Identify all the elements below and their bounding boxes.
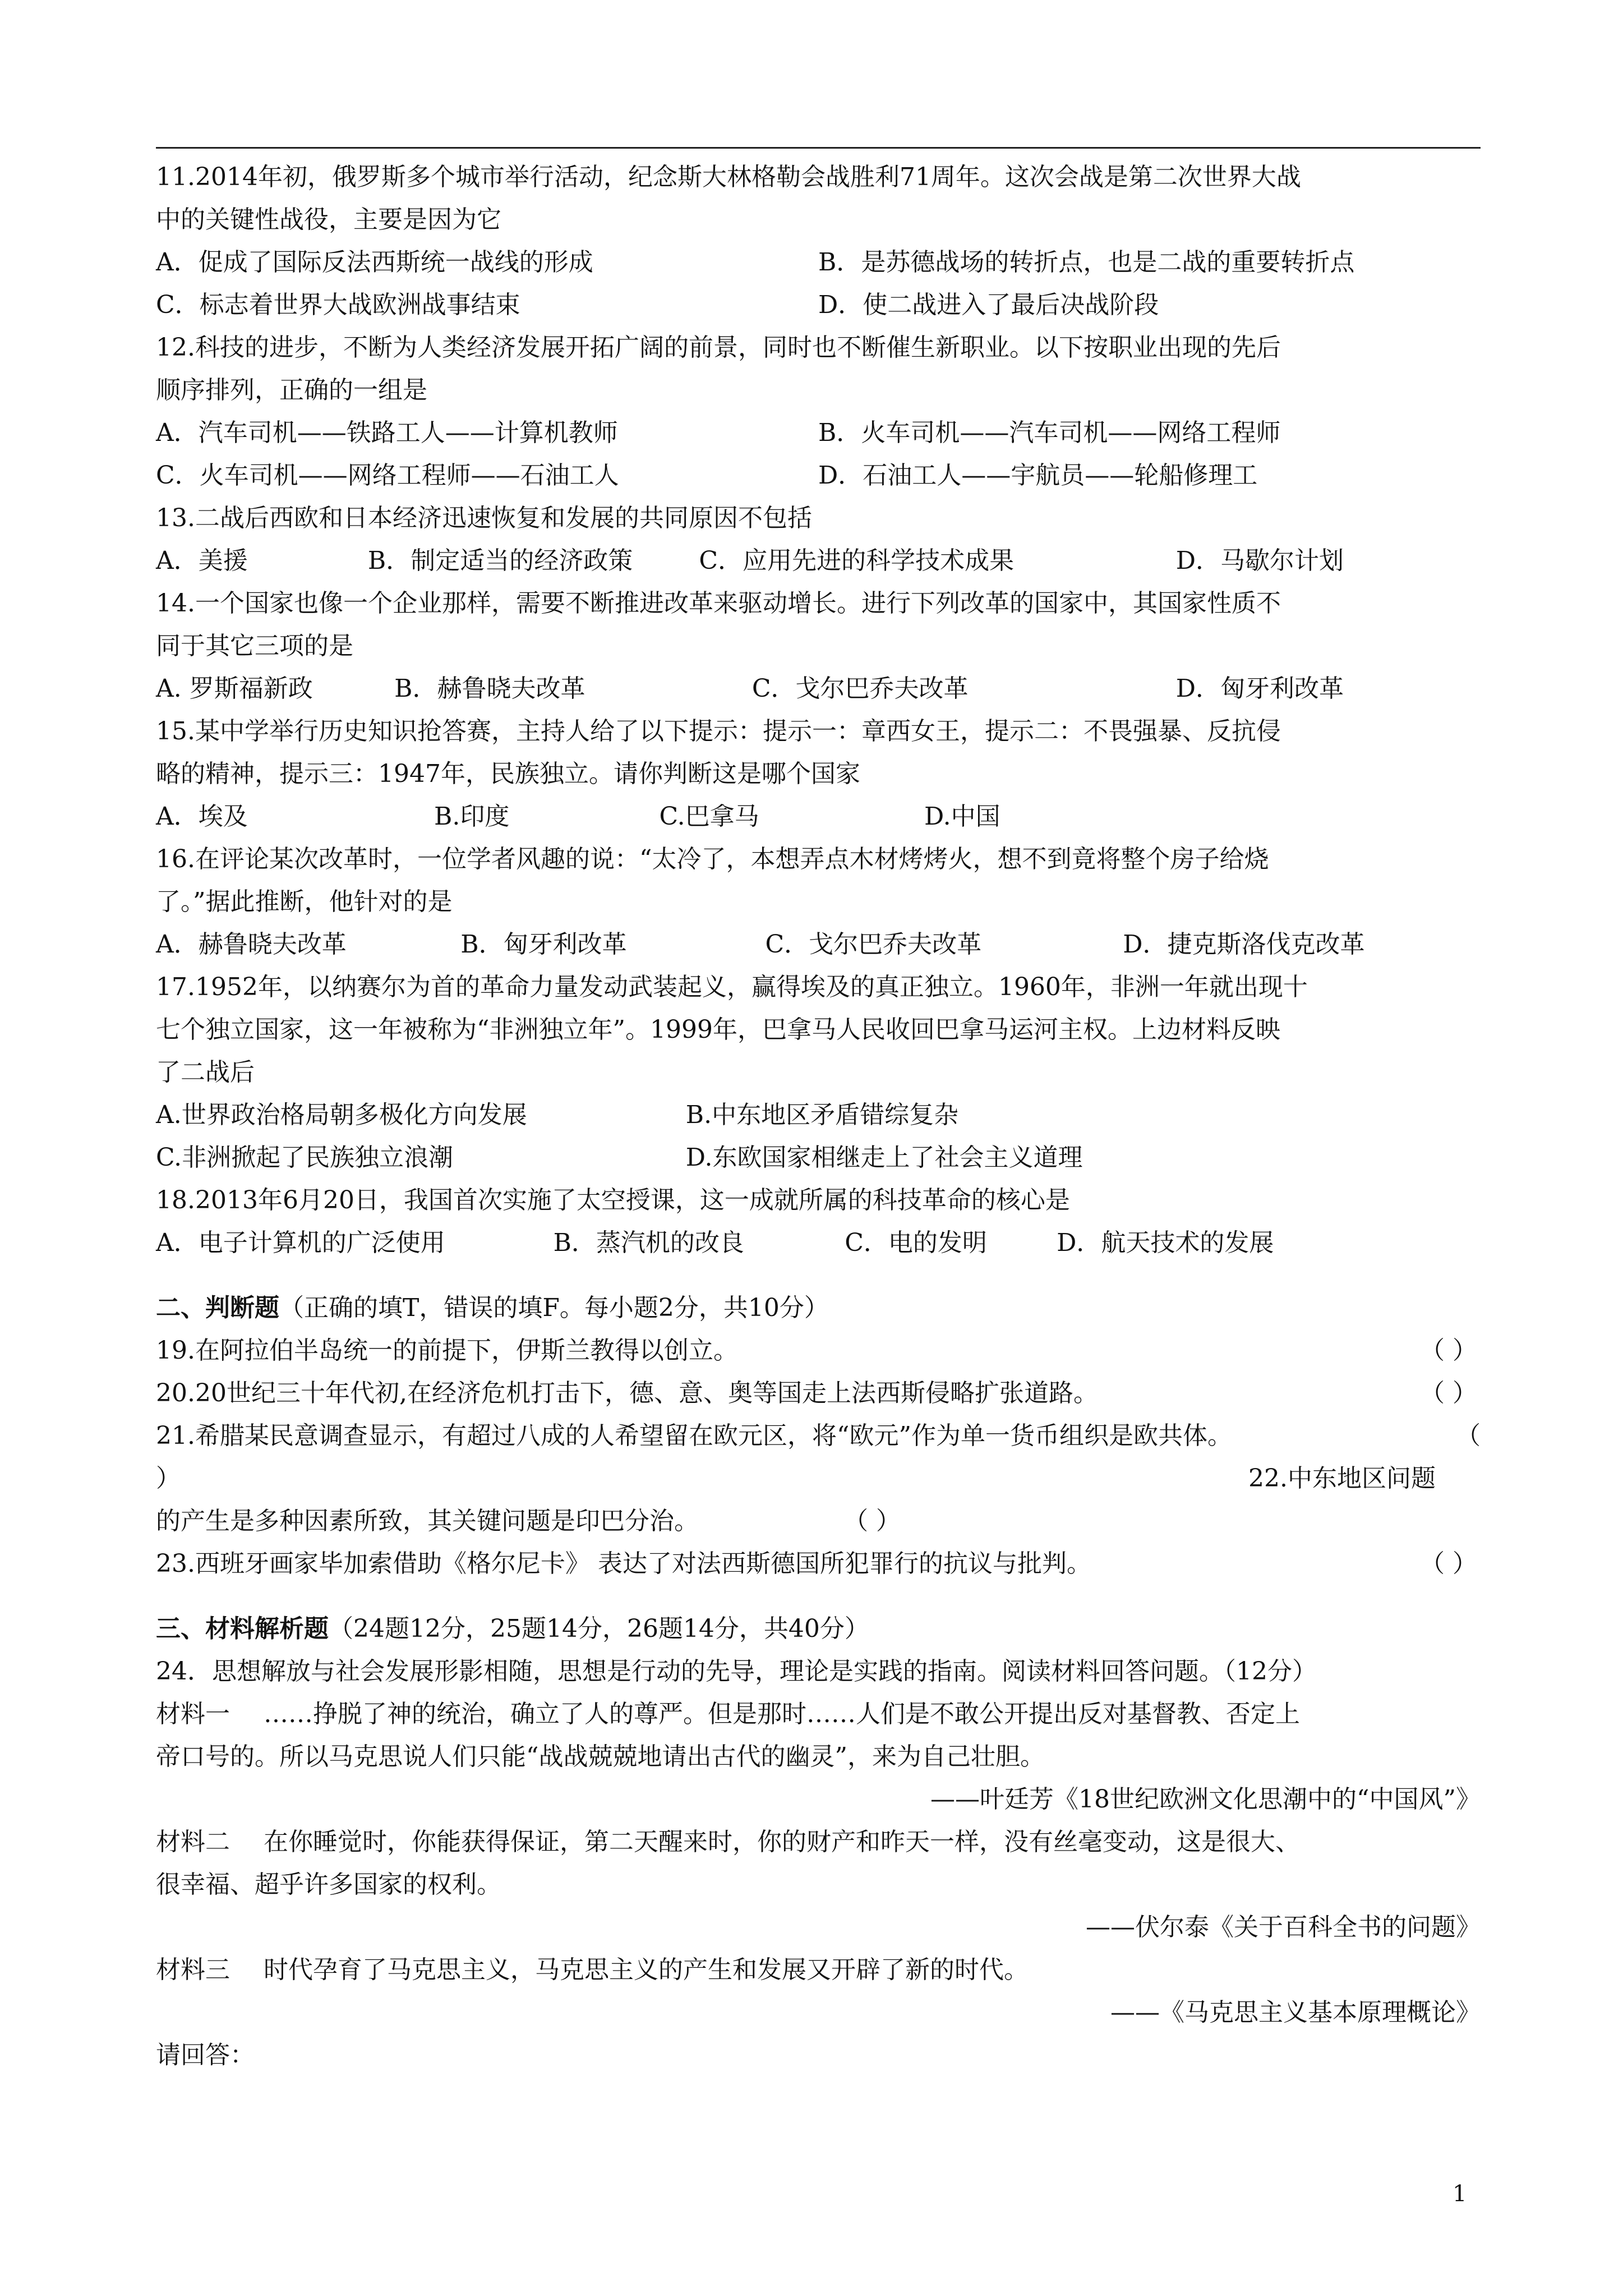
q13-options <box>156 540 1481 582</box>
material-2-line-1 <box>156 1821 1481 1864</box>
q12-stem-line-2: 顺序排列，正确的一组是 <box>156 376 427 404</box>
q16-option-b: B．匈牙利改革 <box>460 930 627 959</box>
q15-stem-line-2: 略的精神，提示三：1947年，民族独立。请你判断这是哪个国家 <box>156 760 860 788</box>
q19-answer-blank[interactable]: （ ） <box>1420 1336 1477 1365</box>
q11-option-a: A．促成了国际反法西斯统一战线的形成 <box>156 248 593 277</box>
q12-option-b: B．火车司机——汽车司机——网络工程师 <box>818 418 1281 447</box>
q13-option-d: D．马歇尔计划 <box>1175 546 1344 575</box>
q16-options <box>156 923 1481 966</box>
q18-option-b: B．蒸汽机的改良 <box>553 1228 744 1257</box>
q11-stem-line-2: 中的关键性战役，主要是因为它 <box>156 205 501 234</box>
q17-stem-line-1: 17.1952年，以纳赛尔为首的革命力量发动武装起义，赢得埃及的真正独立。1960年，非洲一年就出现十 <box>156 973 1308 1001</box>
q23-row <box>156 1543 1481 1585</box>
q17-option-b: B.中东地区矛盾错综复杂 <box>685 1101 959 1129</box>
q14-option-c: C．戈尔巴乔夫改革 <box>751 674 969 703</box>
q23-answer-blank[interactable]: （ ） <box>1420 1549 1477 1578</box>
q17-option-d: D.东欧国家相继走上了社会主义道理 <box>685 1143 1083 1172</box>
answer-prompt: 请回答： <box>156 2041 255 2069</box>
q22-answer-blank[interactable]: （ ） <box>856 1507 901 1535</box>
section-2-title: 二、判断题 <box>156 1294 279 1322</box>
q11-option-d: D．使二战进入了最后决战阶段 <box>818 291 1159 319</box>
q15-option-c: C.巴拿马 <box>659 802 759 831</box>
q20-row <box>156 1372 1481 1415</box>
q12-stem-line-1: 12.科技的进步，不断为人类经济发展开拓广阔的前景，同时也不断催生新职业。以下按职业出现的先后 <box>156 333 1281 362</box>
q12-option-a: A．汽车司机——铁路工人——计算机教师 <box>156 418 618 447</box>
q14-options <box>156 668 1481 710</box>
spacer <box>156 1264 1481 1287</box>
q18-option-d: D．航天技术的发展 <box>1057 1228 1274 1257</box>
q15-options <box>156 795 1481 838</box>
q18-stem: 18.2013年6月20日，我国首次实施了太空授课，这一成就所属的科技革命的核心是 <box>156 1186 1070 1214</box>
q15-option-b: B.印度 <box>434 802 510 831</box>
q15-option-d: D.中国 <box>924 802 1000 831</box>
material-3-line-1 <box>156 1949 1481 1991</box>
q21-paren-close[interactable]: ） <box>156 1464 181 1493</box>
material-2-line-2: 很幸福、超乎许多国家的权利。 <box>156 1870 501 1899</box>
material-1-text: ……挣脱了神的统治，确立了人的尊严。但是那时……人们是不敢公开提出反对基督教、否定上 <box>264 1700 1300 1728</box>
q24-stem: 24．思想解放与社会发展形影相随，思想是行动的先导，理论是实践的指南。阅读材料回答问题。（12分） <box>156 1657 1317 1686</box>
q20-text: 20.20世纪三十年代初,在经济危机打击下，德、意、奥等国走上法西斯侵略扩张道路。 <box>156 1379 1098 1407</box>
q16-option-a: A．赫鲁晓夫改革 <box>156 930 347 959</box>
q17-option-a: A.世界政治格局朝多极化方向发展 <box>156 1101 527 1129</box>
section-3-note: （24题12分，25题14分，26题14分，共40分） <box>329 1614 869 1643</box>
q13-option-b: B．制定适当的经济政策 <box>367 546 633 575</box>
q17-option-c: C.非洲掀起了民族独立浪潮 <box>156 1143 454 1172</box>
material-1-source: ——叶廷芳《18世纪欧洲文化思潮中的“中国风”》 <box>930 1785 1481 1814</box>
q21-text: 21.希腊某民意调查显示，有超过八成的人希望留在欧元区，将“欧元”作为单一货币组织是欧共体。 <box>156 1421 1232 1450</box>
material-2-label: 材料二 <box>156 1828 230 1856</box>
exam-content <box>156 156 1481 2077</box>
q19-text: 19.在阿拉伯半岛统一的前提下，伊斯兰教得以创立。 <box>156 1336 738 1365</box>
material-3-source: ——《马克思主义基本原理概论》 <box>1110 1998 1481 2027</box>
material-3-label: 材料三 <box>156 1955 230 1984</box>
q14-stem-line-2: 同于其它三项的是 <box>156 632 353 660</box>
q16-option-d: D．捷克斯洛伐克改革 <box>1123 930 1365 959</box>
q22-row <box>156 1500 1481 1543</box>
q14-option-b: B．赫鲁晓夫改革 <box>394 674 585 703</box>
q11-option-b: B．是苏德战场的转折点，也是二战的重要转折点 <box>818 248 1355 277</box>
q22-text-start: 22.中东地区问题 <box>1248 1464 1436 1493</box>
q11-options-row-1 <box>156 241 1481 284</box>
material-2-text: 在你睡觉时，你能获得保证，第二天醒来时，你的财产和昨天一样，没有丝毫变动，这是很大、 <box>264 1828 1300 1856</box>
q13-option-a: A．美援 <box>156 546 248 575</box>
material-2-source: ——伏尔泰《关于百科全书的问题》 <box>1086 1913 1481 1941</box>
section-2-heading <box>156 1287 1481 1329</box>
q12-option-d: D．石油工人——宇航员——轮船修理工 <box>818 461 1258 490</box>
q16-stem-line-1: 16.在评论某次改革时，一位学者风趣的说：“太冷了，本想弄点木材烤烤火，想不到竟将整个房子给烧 <box>156 845 1269 873</box>
q18-options <box>156 1222 1481 1264</box>
q11-option-c: C．标志着世界大战欧洲战事结束 <box>156 291 520 319</box>
q21-q22-row <box>156 1457 1481 1500</box>
q17-options-row-1 <box>156 1094 1481 1137</box>
q16-stem-line-2: 了。”据此推断，他针对的是 <box>156 887 453 916</box>
q11-stem-line-1: 11.2014年初，俄罗斯多个城市举行活动，纪念斯大林格勒会战胜利71周年。这次会战是第二次世界大战 <box>156 163 1301 191</box>
q17-stem-line-2: 七个独立国家，这一年被称为“非洲独立年”。1999年，巴拿马人民收回巴拿马运河主权。上边材料反映 <box>156 1015 1280 1044</box>
material-1-line-2: 帝口号的。所以马克思说人们只能“战战兢兢地请出古代的幽灵”，来为自己壮胆。 <box>156 1742 1045 1771</box>
q20-answer-blank[interactable]: （ ） <box>1420 1379 1477 1407</box>
q13-option-c: C．应用先进的科学技术成果 <box>699 546 1015 575</box>
q17-stem-line-3: 了二战后 <box>156 1058 255 1087</box>
section-2-note: （正确的填T，错误的填F。每小题2分，共10分） <box>279 1294 829 1322</box>
q12-options-row-2 <box>156 454 1481 497</box>
section-3-title: 三、材料解析题 <box>156 1614 329 1643</box>
page-number: 1 <box>1453 2181 1467 2207</box>
q15-option-a: A．埃及 <box>156 802 248 831</box>
q21-row <box>156 1415 1481 1457</box>
material-3-text: 时代孕育了马克思主义，马克思主义的产生和发展又开辟了新的时代。 <box>264 1955 1029 1984</box>
header-rule <box>156 147 1481 149</box>
q13-stem: 13.二战后西欧和日本经济迅速恢复和发展的共同原因不包括 <box>156 504 812 532</box>
q22-text: 的产生是多种因素所致，其关键问题是印巴分治。 <box>156 1507 699 1535</box>
q14-option-d: D．匈牙利改革 <box>1175 674 1344 703</box>
q12-option-c: C．火车司机——网络工程师——石油工人 <box>156 461 619 490</box>
q23-text: 23.西班牙画家毕加索借助《格尔尼卡》 表达了对法西斯德国所犯罪行的抗议与批判。 <box>156 1549 1091 1578</box>
q14-stem-line-1: 14.一个国家也像一个企业那样，需要不断推进改革来驱动增长。进行下列改革的国家中，其国家性质不 <box>156 589 1281 618</box>
q12-options-row-1 <box>156 412 1481 454</box>
section-3-heading <box>156 1608 1481 1650</box>
q16-option-c: C．戈尔巴乔夫改革 <box>765 930 982 959</box>
q18-option-a: A．电子计算机的广泛使用 <box>156 1228 445 1257</box>
q19-row <box>156 1329 1481 1372</box>
material-1-label: 材料一 <box>156 1700 230 1728</box>
q17-options-row-2 <box>156 1137 1481 1179</box>
q14-option-a: A. 罗斯福新政 <box>156 674 313 703</box>
q18-option-c: C．电的发明 <box>845 1228 987 1257</box>
material-1-line-1 <box>156 1693 1481 1736</box>
q11-options-row-2 <box>156 284 1481 326</box>
spacer <box>156 1585 1481 1608</box>
q21-paren-open[interactable]: （ <box>1456 1421 1481 1450</box>
q15-stem-line-1: 15.某中学举行历史知识抢答赛，主持人给了以下提示：提示一：章西女王，提示二：不畏强暴、反抗侵 <box>156 717 1281 746</box>
